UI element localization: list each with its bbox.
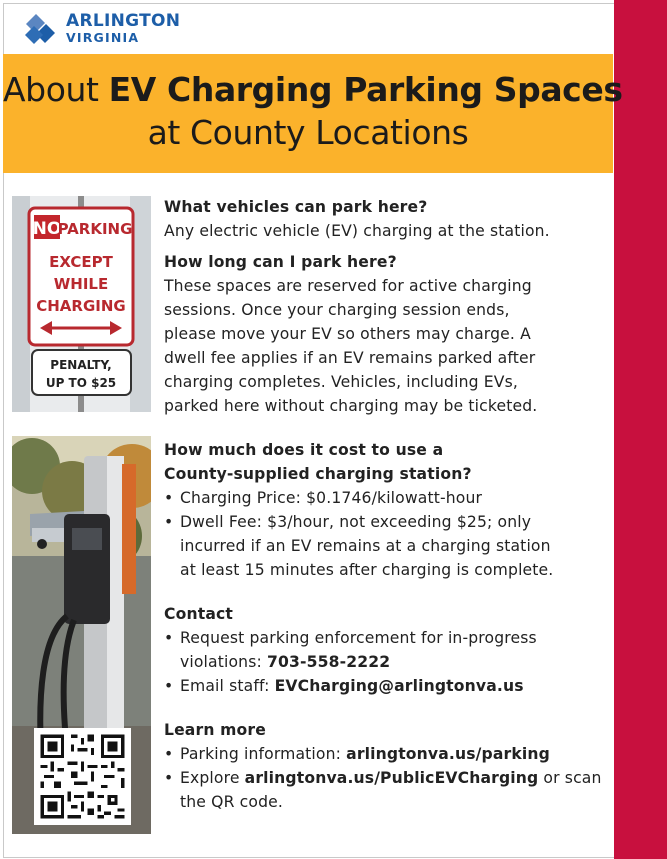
logo-wordmark-virginia: VIRGINIA: [66, 30, 140, 46]
page-title-line-2: at County Locations: [147, 113, 469, 152]
section-duration-body: [164, 274, 609, 418]
bullet-icon: •: [164, 629, 174, 647]
sign-charging-text: CHARGING: [36, 297, 126, 315]
sign-while-text: WHILE: [53, 275, 109, 293]
bullet-icon: •: [164, 677, 174, 695]
sign-no-text: NO: [32, 219, 62, 239]
explore-line: the QR code.: [180, 793, 283, 811]
duration-line: dwell fee applies if an EV remains parked after: [164, 349, 536, 367]
section-contact-heading: Contact: [164, 605, 233, 623]
list-item-enforcement: [164, 626, 609, 674]
parking-info-link[interactable]: arlingtonva.us/parking: [346, 745, 550, 763]
duration-line: please move your EV so others may charge. A: [164, 325, 531, 343]
parking-info-line: Parking information: arlingtonva.us/parking: [180, 745, 550, 763]
list-item-charging-price: [164, 486, 609, 510]
list-item-email: [164, 674, 609, 698]
section-vehicles-heading: What vehicles can park here?: [164, 198, 428, 216]
main-content: [164, 195, 609, 814]
list-item-dwell-fee: [164, 510, 609, 582]
sign-except-text: EXCEPT: [49, 253, 113, 271]
contact-list: [164, 626, 609, 698]
public-ev-charging-link[interactable]: arlingtonva.us/PublicEVCharging: [244, 769, 539, 787]
email-link[interactable]: EVCharging@arlingtonva.us: [274, 677, 524, 695]
bullet-icon: •: [164, 489, 174, 507]
sign-penalty-text: PENALTY,: [50, 358, 112, 372]
list-item-explore: [164, 766, 609, 814]
qr-code[interactable]: [34, 728, 131, 825]
enforcement-line: violations: 703-558-2222: [180, 653, 391, 671]
title-band: [3, 54, 623, 173]
phone-number-link[interactable]: 703-558-2222: [267, 653, 391, 671]
learn-more-list: [164, 742, 609, 814]
section-vehicles-body: Any electric vehicle (EV) charging at the station.: [164, 222, 550, 240]
dwell-fee-line: incurred if an EV remains at a charging station: [180, 537, 551, 555]
page-title-line-1: About EV Charging Parking Spaces: [3, 70, 623, 109]
duration-line: These spaces are reserved for active charging: [164, 277, 532, 295]
charging-price-text: Charging Price: $0.1746/kilowatt-hour: [180, 489, 483, 507]
enforcement-line: Request parking enforcement for in-progress: [180, 629, 537, 647]
accent-side-bar: [614, 0, 667, 859]
arlington-logo: [22, 9, 180, 49]
bullet-icon: •: [164, 513, 174, 531]
arlington-logo-mark-icon: [22, 11, 58, 47]
duration-line: parked here without charging may be ticketed.: [164, 397, 538, 415]
section-cost-heading-line-2: County-supplied charging station?: [164, 465, 472, 483]
list-item-parking-info: [164, 742, 609, 766]
no-parking-sign-photo: [12, 196, 151, 412]
sign-amount-text: UP TO $25: [45, 376, 117, 390]
sign-parking-text: PARKING: [57, 220, 133, 238]
logo-wordmark-arlington: ARLINGTON: [66, 11, 181, 32]
bullet-icon: •: [164, 769, 174, 787]
bullet-icon: •: [164, 745, 174, 763]
cost-list: [164, 486, 609, 582]
no-parking-sign-illustration: [12, 196, 151, 412]
duration-line: charging completes. Vehicles, including EVs,: [164, 373, 518, 391]
section-duration-heading: How long can I park here?: [164, 253, 397, 271]
dwell-fee-line: Dwell Fee: $3/hour, not exceeding $25; only: [180, 513, 532, 531]
qr-code-icon: [34, 728, 131, 825]
dwell-fee-line: at least 15 minutes after charging is complete.: [180, 561, 554, 579]
section-learn-more-heading: Learn more: [164, 721, 266, 739]
duration-line: sessions. Once your charging session ends,: [164, 301, 510, 319]
explore-line: Explore arlingtonva.us/PublicEVCharging or scan: [180, 769, 602, 787]
section-cost-heading-line-1: How much does it cost to use a: [164, 441, 444, 459]
email-line: Email staff: EVCharging@arlingtonva.us: [180, 677, 524, 695]
